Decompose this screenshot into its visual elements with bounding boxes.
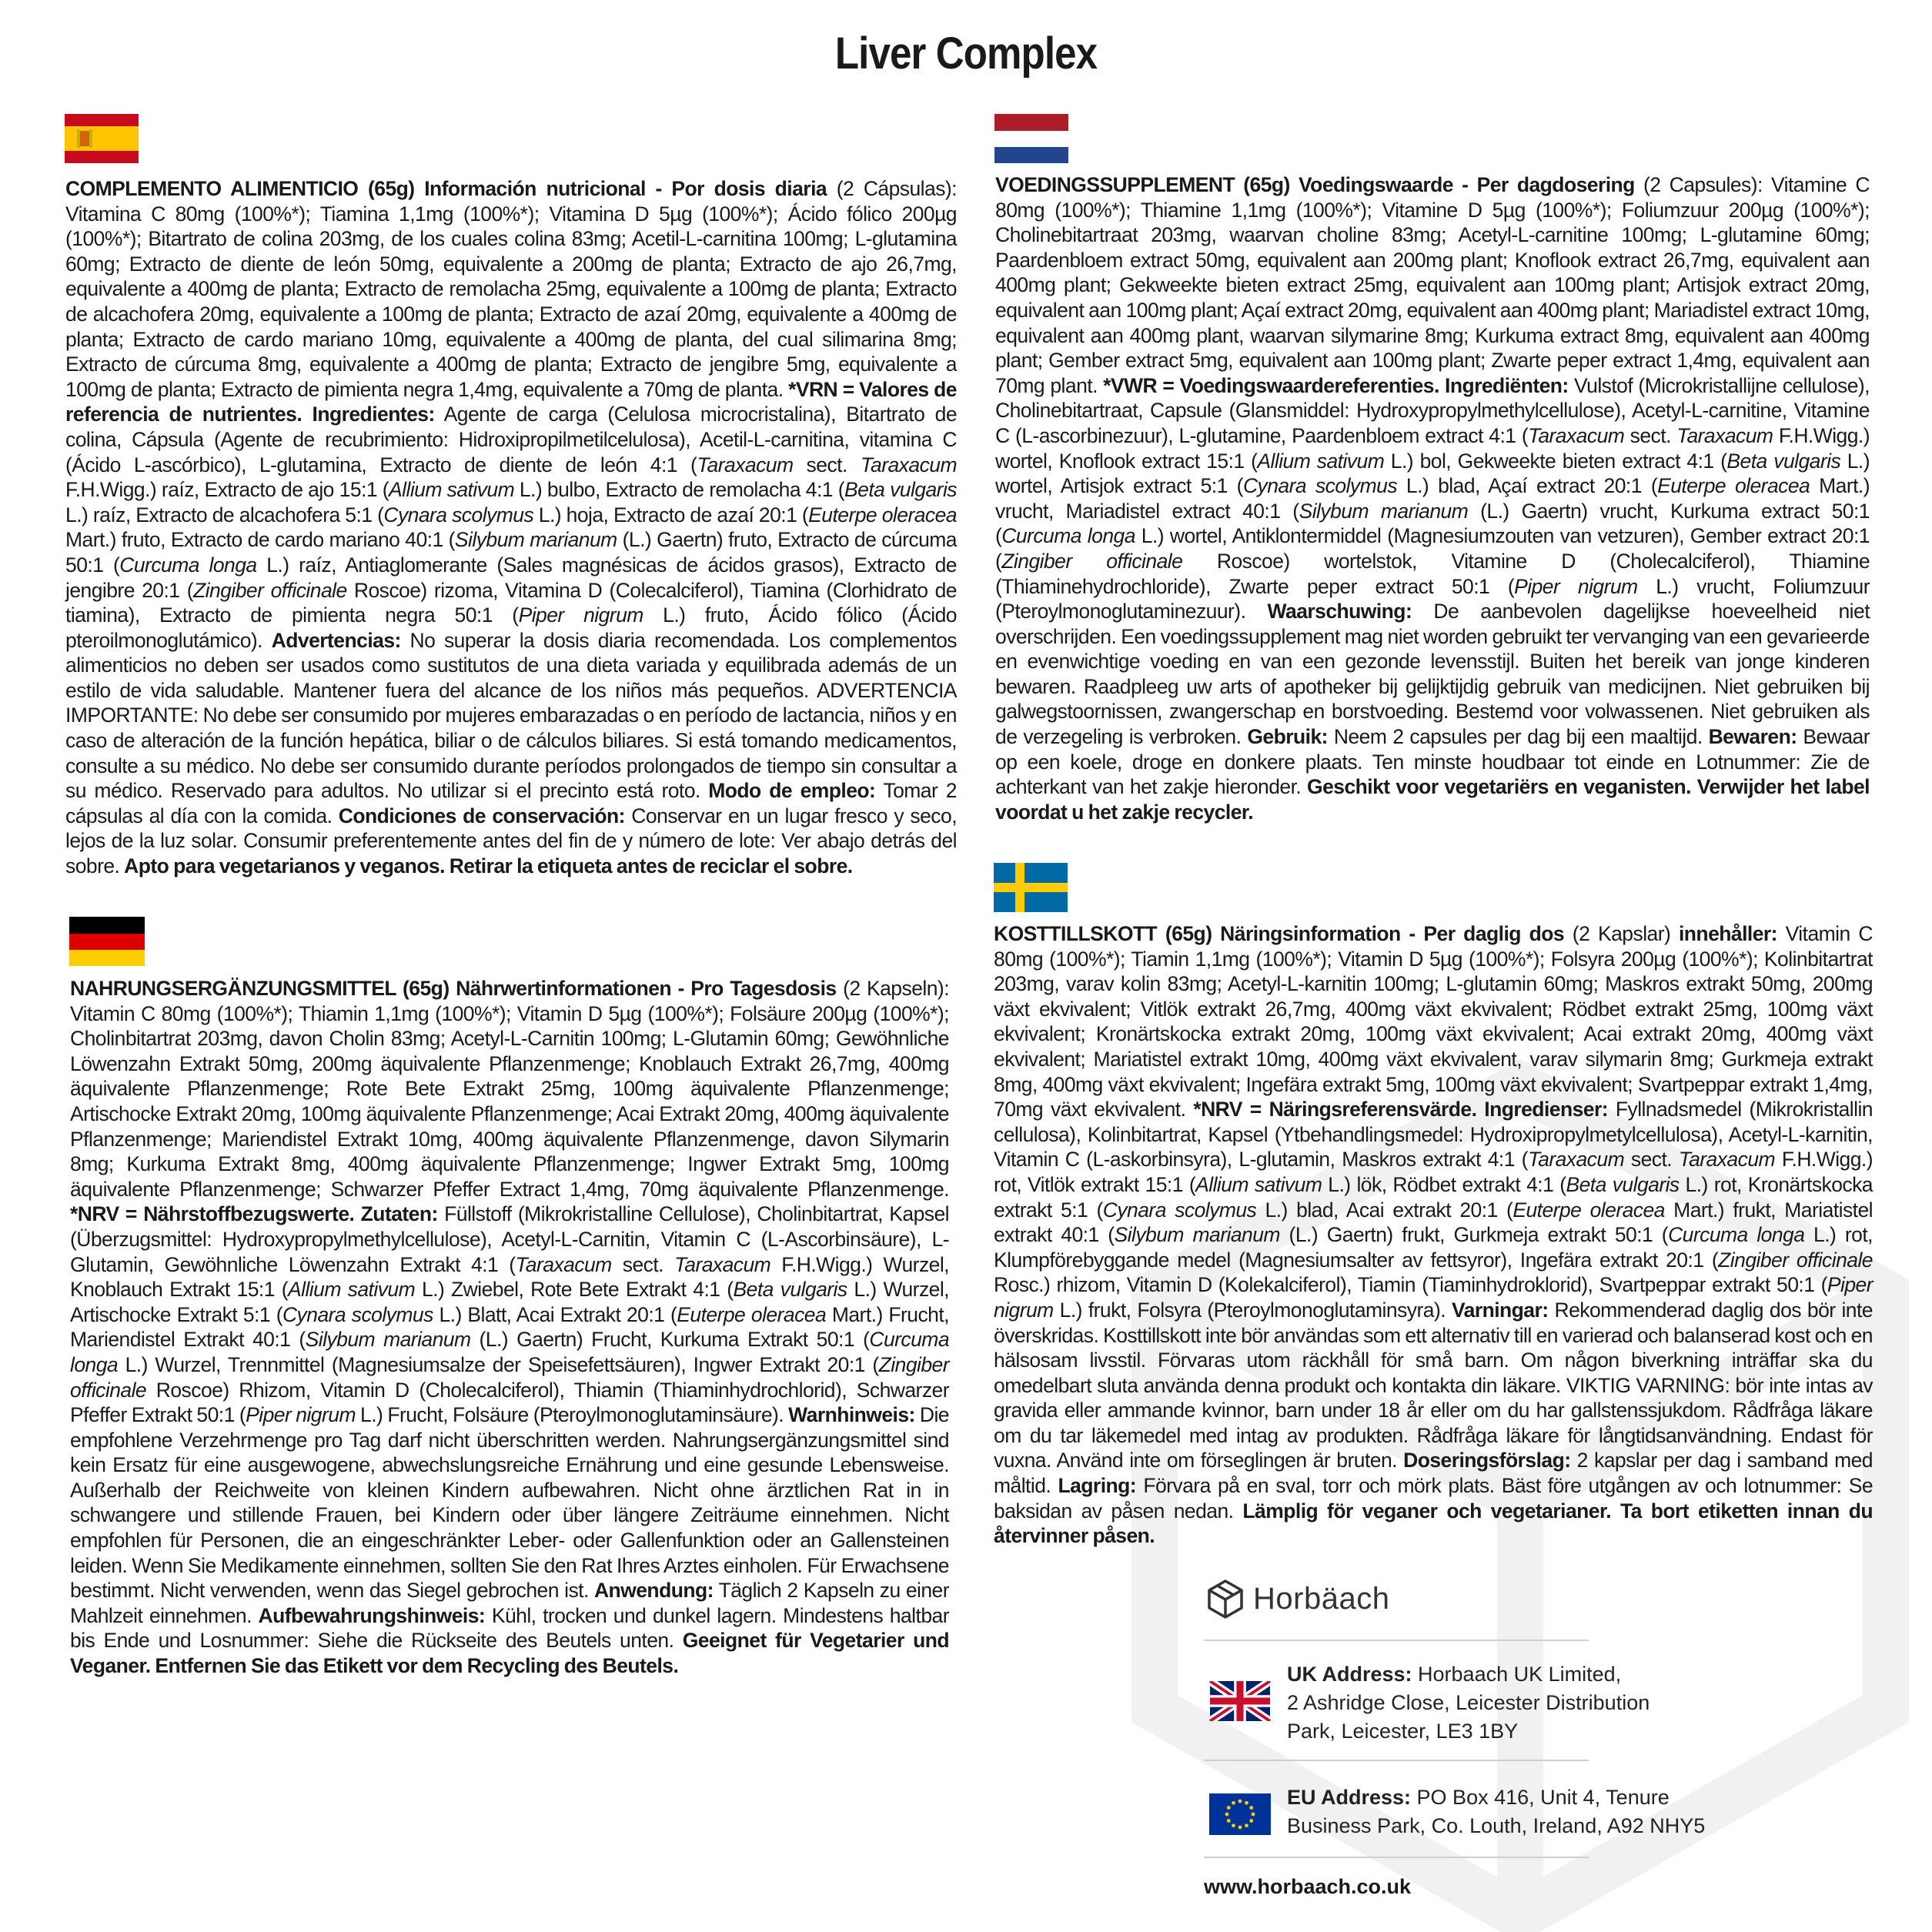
netherlands-flag-icon xyxy=(994,114,1068,163)
de-text-segment: Geeignet für Vegetarier und Veganer. Entfernen Sie das Etikett vor dem Recycling des Beutels. xyxy=(70,1629,949,1678)
sv-text-segment: Piper nigrum xyxy=(994,1273,1873,1322)
eu-address-line2: Business Park, Co. Louth, Ireland, A92 NHY5 xyxy=(1287,1814,1706,1837)
es-text-segment: L.) hoja, Extracto de azaí 20:1 ( xyxy=(533,503,809,526)
de-text-segment: *NRV = Nährstoffbezugswerte. Zutaten: xyxy=(70,1202,438,1226)
sv-text-segment: Lämplig för veganer och vegetarianer. Ta bort etiketten innan du återvinner påsen. xyxy=(994,1499,1873,1548)
de-text-segment: L.) Blatt, Acai Extrakt 20:1 ( xyxy=(433,1302,677,1326)
eu-address-line1: PO Box 416, Unit 4, Tenure xyxy=(1411,1786,1670,1809)
de-text-segment: sect. xyxy=(611,1252,675,1276)
nl-text-segment: VOEDINGSSUPPLEMENT (65g) Voedingswaarde - Per dagdosering xyxy=(995,173,1635,196)
spanish-label-text xyxy=(65,176,957,879)
nl-text-segment: Waarschuwing: xyxy=(1267,600,1412,623)
eu-star-icon xyxy=(1225,1813,1229,1817)
nl-text-segment: Zingiber officinale xyxy=(1001,549,1183,573)
nl-text-segment: Cynara scolymus xyxy=(1242,474,1398,498)
es-text-segment: L.) raíz, Antiaglomerante (Sales magnésicas de ácidos grasos), Extracto de jengibre 20:1 ( xyxy=(65,553,957,602)
nl-text-segment: Mart.) vrucht, Mariadistel extract 40:1 ( xyxy=(995,474,1870,523)
de-text-segment: Mart.) Frucht, Mariendistel Extrakt 40:1 ( xyxy=(70,1302,949,1352)
sv-text-segment: Vitamin C 80mg (100%*); Tiamin 1,1mg (100%*); Vitamin D 5µg (100%*); Folsyra 200µg (100%*); Kolinbitartrat 203mg, varav kolin 83mg; Acetyl-L-karnitin 100mg; L-glutamin 60mg; Maskros extrakt 50mg, 200mg växt ekvivalent; Vitlök extrakt 26,7mg, 400mg växt ekvivalent; Rödbet extrakt 25mg, 100mg växt ekvivalent; Kronärtskocka extrakt 20mg, 100mg växt ekvivalent; Acai extrakt 20mg, 400mg växt ekvivalent; Mariatistel extrakt 10mg, 400mg växt ekvivalent, varav silymarin 8mg; Gurkmeja extrakt 8mg, 400mg växt ekvivalent; Ingefära extrakt 5mg, 100mg växt ekvivalent; Svartpeppar extrakt 1,4mg, 70mg växt ekvivalent. xyxy=(994,922,1873,1121)
de-text-segment: Taraxacum xyxy=(674,1252,771,1276)
es-text-segment: (2 Cápsulas): Vitamina C 80mg (100%*); Tiamina 1,1mg (100%*); Vitamina D 5µg (100%*); Ácido fólico 200µg (100%*); Bitartrato de colina 203mg, de los cuales colina 83mg; Acetil-L-carnitina 100mg; L-glutamina 60mg; Extracto de diente de león 50mg, equivalente a 200mg de planta; Extracto de ajo 26,7mg, equivalente a 400mg de planta; Extracto de remolacha 25mg, equivalente a 100mg de planta; Extracto de alcachofera 20mg, equivalente a 100mg de planta; Extracto de azaí 20mg, equivalente a 400mg de planta; Extracto de cardo mariano 10mg, equivalente a 400mg de planta, del cual silimarina 8mg; Extracto de cúrcuma 8mg, equivalente a 400mg de planta; Extracto de jengibre 5mg, equivalente a 100mg de planta; Extracto de pimienta negra 1,4mg, equivalente a 70mg de planta. xyxy=(65,177,957,401)
eu-address-label: EU Address: xyxy=(1287,1786,1412,1809)
de-text-segment: Beta vulgaris xyxy=(733,1278,847,1302)
sv-text-segment: L.) rot, Klumpförebyggande medel (Magnesiumsalter av fettsyror), Ingefära extrakt 20:1 ( xyxy=(994,1223,1873,1272)
es-text-segment: Curcuma longa xyxy=(119,553,257,577)
page-title: Liver Complex xyxy=(834,28,1098,79)
nl-text-segment: L.) bol, Gekweekte bieten extract 4:1 ( xyxy=(1384,449,1727,473)
de-text-segment: Cynara scolymus xyxy=(282,1302,433,1326)
de-text-segment: Anwendung: xyxy=(593,1579,714,1603)
sv-text-segment: Zingiber officinale xyxy=(1718,1248,1873,1272)
de-text-segment: Piper nigrum xyxy=(246,1403,356,1427)
es-text-segment: Cynara scolymus xyxy=(383,503,534,526)
es-text-segment: Beta vulgaris xyxy=(844,478,957,502)
es-text-segment: COMPLEMENTO ALIMENTICIO (65g) Información nutricional - Por dosis diaria xyxy=(65,177,827,200)
nl-text-segment: De aanbevolen dagelijkse hoeveelheid niet overschrijden. Een voedingssupplement mag niet worden gebruikt ter vervanging van een gevarieerde en evenwichtige voeding en van een gezonde levensstijl. Buiten het bereik van jonge kinderen bewaren. Raadpleeg uw arts of apotheker bij gelijktijdig gebruik van medicijnen. Niet gebruiken bij galwegstoornissen, zwangerschap en borstvoeding. Bestemd voor volwassenen. Niet gebruiken als de verzegeling is verbroken. xyxy=(995,600,1870,749)
uk-address-line2: 2 Ashridge Close, Leicester Distribution xyxy=(1287,1691,1650,1714)
nl-text-segment: (L.) Gaertn) vrucht, Kurkuma extract 50:1 ( xyxy=(995,499,1870,548)
es-text-segment: Agente de carga (Celulosa microcristalina), Bitartrato de colina, Cápsula (Agente de recubrimiento: Hidroxipropilmetilcelulosa), Acetil-L-carnitina, vitamina C (Ácido L-ascórbico), L-glutamina, Extracto de diente de león 4:1 ( xyxy=(65,403,958,476)
brand-name: Horbäach xyxy=(1253,1581,1390,1616)
eu-star-icon xyxy=(1232,1801,1235,1805)
sv-text-segment: Allium sativum xyxy=(1195,1172,1322,1196)
divider xyxy=(1204,1760,1589,1761)
sv-text-segment: L.) frukt, Folsyra (Pteroylmonoglutaminsyra). xyxy=(1053,1298,1452,1322)
sv-text-segment: 2 kapslar per dag i samband med måltid. xyxy=(994,1449,1873,1498)
es-text-segment: sect. xyxy=(793,453,861,476)
de-text-segment: Täglich 2 Kapseln zu einer Mahlzeit einnehmen. xyxy=(70,1579,950,1627)
nl-text-segment: Vulstof (Microkristallijne cellulose), Cholinebitartraat, Capsule (Glansmiddel: Hydroxypropylmethylcellulose), Acetyl-L-carnitine, Vitamine C (L-ascorbinezuur), L-glutamine, Paardenbloem extract 4:1 ( xyxy=(995,373,1870,447)
es-text-segment: Taraxacum xyxy=(860,453,957,476)
sv-text-segment: F.H.Wigg.) rot, Vitlök extrakt 15:1 ( xyxy=(994,1148,1873,1196)
de-text-segment: F.H.Wigg.) Wurzel, Knoblauch Extrakt 15:1 ( xyxy=(70,1252,949,1302)
de-text-segment: Taraxacum xyxy=(515,1252,612,1276)
sv-text-segment: *NRV = Näringsreferensvärde. Ingredienser: xyxy=(1193,1098,1608,1121)
nl-text-segment: L.) wortel, Antiklontermiddel (Magnesiumzouten van vetzuren), Gember extract 20:1 ( xyxy=(995,524,1870,573)
es-text-segment: Silybum marianum xyxy=(454,528,617,552)
nl-text-segment: Taraxacum xyxy=(1676,423,1773,447)
nl-text-segment: Silybum marianum xyxy=(1299,499,1469,523)
sv-text-segment: L.) lök, Rödbet extrakt 4:1 ( xyxy=(1322,1172,1566,1196)
eu-address xyxy=(1287,1783,1705,1840)
eu-star-icon xyxy=(1232,1823,1235,1827)
de-text-segment: NAHRUNGSERGÄNZUNGSMITTEL (65g) Nährwertinformationen - Pro Tagesdosis xyxy=(70,977,837,1000)
nl-text-segment: L.) blad, Açaí extract 20:1 ( xyxy=(1397,474,1658,498)
eu-star-icon xyxy=(1227,1819,1231,1823)
eu-star-icon xyxy=(1238,1826,1242,1830)
divider xyxy=(1204,1640,1589,1641)
sv-text-segment: Curcuma longa xyxy=(1668,1223,1805,1247)
cube-logo-icon xyxy=(1207,1579,1244,1619)
de-text-segment: Allium sativum xyxy=(288,1278,416,1302)
sv-text-segment: Taraxacum xyxy=(1678,1148,1776,1172)
nl-text-segment: Piper nigrum xyxy=(1514,574,1638,598)
nl-text-segment: Bewaar op een koele, droge en donkere plaats. Ten minste houdbaar tot einde en Lotnummer: Zie de achterkant van het zakje hieronder. xyxy=(995,725,1870,799)
uk-address-line3: Park, Leicester, LE3 1BY xyxy=(1287,1720,1519,1743)
de-text-segment: Füllstoff (Mikrokristalline Cellulose), Cholinbitartrat, Kapsel (Überzugsmittel: Hydroxypropylmethylcellulose), Acetyl-L-Carnitin, Vitamin C (L-Ascorbinsäure), L-Glutamin, Gewöhnliche Löwenzahn Extrakt 4:1 ( xyxy=(70,1202,949,1276)
sv-text-segment: Taraxacum xyxy=(1527,1148,1625,1172)
es-text-segment: Allium sativum xyxy=(389,478,515,502)
es-text-segment: Mart.) fruto, Extracto de cardo mariano 40:1 ( xyxy=(65,528,455,552)
dutch-label-text xyxy=(995,172,1870,824)
eu-star-icon xyxy=(1249,1819,1253,1823)
uk-address-label: UK Address: xyxy=(1287,1663,1412,1686)
nl-text-segment: F.H.Wigg.) wortel, Knoflook extract 15:1 ( xyxy=(995,423,1870,473)
nl-text-segment: Allium sativum xyxy=(1257,449,1385,473)
de-text-segment: Kühl, trocken und dunkel lagern. Mindestens haltbar bis Ende und Losnummer: Siehe die Rückseite des Beutels unten. xyxy=(70,1603,949,1653)
nl-text-segment: (2 Capsules): Vitamine C 80mg (100%*); Thiamine 1,1mg (100%*); Vitamine D 5µg (100%*); Foliumzuur 200µg (100%*); Cholinebitartraat 203mg, waarvan choline 83mg; Acetyl-L-carnitine 100mg; L-glutamine 60mg; Paardenbloem extract 50mg, equivalent aan 200mg plant; Knoflook extract 26,7mg, equivalent aan 400mg plant; Gekweekte bieten extract 25mg, equivalent aan 100mg plant; Artisjok extract 20mg, equivalent aan 100mg plant; Açaí extract 20mg, equivalent aan 400mg plant; Mariadistel extract 10mg, equivalent aan 400mg plant, waarvan silymarine 8mg; Kurkuma extract 8mg, equivalent aan 400mg plant; Gember extract 5mg, equivalent aan 100mg plant; Zwarte peper extract 1,4mg, equivalent aan 70mg plant. xyxy=(995,173,1870,397)
nl-text-segment: Roscoe) wortelstok, Vitamine D (Cholecalciferol), Thiamine (Thiaminehydrochloride), Zwarte peper extract 50:1 ( xyxy=(995,549,1870,598)
sv-text-segment: (L.) Gaertn) frukt, Gurkmeja extrakt 50:1 ( xyxy=(1279,1223,1669,1247)
de-text-segment: Die empfohlene Verzehrmenge pro Tag darf nicht überschritten werden. Nahrungsergänzungsmittel sind kein Ersatz für eine ausgewogene, abwechslungsreiche Ernährung und eine gesunde Lebensweise. Außerhalb der Reichweite von kleinen Kindern aufbewahren. Nicht ohne ärztlichen Rat in in schwangere und stillende Frauen, bei Kindern oder über längere Zeiträume einnehmen. Nicht empfohlen für Personen, die an eingeschränkter Leber- oder Gallenfunktion oder an Gallensteinen leiden. Wenn Sie Medikamente einnehmen, sollten Sie den Rat Ihres Arztes einholen. Für Erwachsene bestimmt. Nicht verwenden, wenn das Siegel gebrochen ist. xyxy=(70,1403,949,1603)
uk-flag-icon xyxy=(1209,1681,1271,1721)
de-text-segment: Roscoe) Rhizom, Vitamin D (Cholecalciferol), Thiamin (Thiaminhydrochlorid), Schwarzer Pfeffer Extrakt 50:1 ( xyxy=(70,1378,949,1427)
sv-text-segment: Mart.) frukt, Mariatistel extrakt 40:1 ( xyxy=(994,1198,1873,1247)
de-text-segment: Zingiber officinale xyxy=(70,1352,949,1402)
es-text-segment: Roscoe) rizoma, Vitamina D (Colecalciferol), Tiamina (Clorhidrato de tiamina), Extracto de pimienta negra 50:1 ( xyxy=(65,578,957,627)
de-text-segment: L.) Frucht, Folsäure (Pteroylmonoglutaminsäure). xyxy=(355,1403,789,1427)
de-text-segment: (2 Kapseln): Vitamin C 80mg (100%*); Thiamin 1,1mg (100%*); Vitamin D 5µg (100%*); Folsäure 200µg (100%*); Cholinbitartrat 203mg, davon Cholin 83mg; Acetyl-L-Carnitin 100mg; L-Glutamin 60mg; Gewöhnliche Löwenzahn Extrakt 50mg, 200mg äquivalente Pflanzenmenge; Knoblauch Extrakt 26,7mg, 400mg äquivalente Pflanzenmenge; Rote Bete Extrakt 25mg, 100mg äquivalente Pflanzenmenge; Artischocke Extrakt 20mg, 100mg äquivalente Pflanzenmenge; Acai Extrakt 20mg, 400mg äquivalente Pflanzenmenge; Mariendistel Extrakt 10mg, 400mg äquivalente Pflanzenmenge, davon Silymarin 8mg; Kurkuma Extrakt 8mg, 400mg äquivalente Pflanzenmenge; Ingwer Extrakt 5mg, 100mg äquivalente Pflanzenmenge; Schwarzer Pfeffer Extract 1,4mg, 70mg äquivalente Pflanzenmenge. xyxy=(70,977,950,1201)
nl-text-segment: L.) wortel, Artisjok extract 5:1 ( xyxy=(995,449,1870,498)
nl-text-segment: sect. xyxy=(1624,423,1677,447)
sv-text-segment: sect. xyxy=(1624,1148,1679,1172)
nl-text-segment: Geschikt voor vegetariërs en veganisten. Verwijder het label voordat u het zakje recycler. xyxy=(995,775,1870,824)
sv-text-segment: Doseringsförslag: xyxy=(1403,1449,1571,1472)
es-text-segment: L.) fruto, Ácido fólico (Ácido pteroilmonoglutámico). xyxy=(65,603,957,652)
es-text-segment: L.) bulbo, Extracto de remolacha 4:1 ( xyxy=(514,478,844,502)
nl-text-segment: Gebruik: xyxy=(1247,725,1328,749)
sv-text-segment: Silybum marianum xyxy=(1114,1223,1280,1247)
es-text-segment: No superar la dosis diaria recomendada. Los complementos alimenticios no deben ser usados como sustitutos de una dieta variada y equilibrada además de un estilo de vida saludable. Mantener fuera del alcance de los niños más pequeños. ADVERTENCIA IMPORTANTE: No debe ser consumido por mujeres embarazadas o en período de lactancia, niños y en caso de alteración de la función hepática, biliar o de cálculos biliares. Si está tomando medicamentos, consulte a su médico. No debe ser consumido durante períodos prolongados de tiempo sin consultar a su médico. Reservado para adultos. No utilizar si el precinto está roto. xyxy=(65,628,957,803)
de-text-segment: Silybum marianum xyxy=(305,1328,471,1352)
nl-text-segment: Beta vulgaris xyxy=(1726,449,1841,473)
sweden-flag-icon xyxy=(994,863,1068,912)
es-text-segment: Piper nigrum xyxy=(518,603,643,627)
sv-text-segment: Varningar: xyxy=(1451,1298,1549,1322)
sv-text-segment: innehåller: xyxy=(1678,922,1777,945)
es-text-segment: Tomar 2 cápsulas al día con la comida. xyxy=(65,779,957,827)
sv-text-segment: L.) rot, Kronärtskocka extrakt 5:1 ( xyxy=(994,1172,1873,1222)
sv-text-segment: Euterpe oleracea xyxy=(1513,1198,1665,1222)
nl-text-segment: Neem 2 capsules per dag bij een maaltijd. xyxy=(1327,725,1709,749)
eu-star-icon xyxy=(1252,1813,1255,1817)
de-text-segment: Curcuma longa xyxy=(70,1328,950,1376)
eu-star-icon xyxy=(1249,1806,1253,1810)
uk-address xyxy=(1287,1660,1650,1746)
de-text-segment: L.) Zwiebel, Rote Bete Extrakt 4:1 ( xyxy=(415,1278,734,1302)
es-text-segment: Apto para vegetarianos y veganos. Retirar la etiqueta antes de reciclar el sobre. xyxy=(124,854,853,878)
sv-text-segment: Beta vulgaris xyxy=(1566,1172,1680,1196)
de-text-segment: Aufbewahrungshinweis: xyxy=(258,1603,486,1627)
eu-star-icon xyxy=(1238,1800,1242,1803)
nl-text-segment: Curcuma longa xyxy=(1001,524,1135,548)
nl-text-segment: *VWR = Voedingswaardereferenties. Ingrediënten: xyxy=(1103,373,1569,397)
sv-text-segment: Fyllnadsmedel (Mikrokristallin cellulosa), Kolinbitartrat, Kapsel (Ytbehandlingsmedel: Hydroxipropylmetylcellulosa), Acetyl-L-karnitin, Vitamin C (L-askorbinsyra), L-glutamin, Maskros extrakt 4:1 ( xyxy=(994,1098,1873,1172)
sv-text-segment: Lagring: xyxy=(1058,1474,1137,1498)
nl-text-segment: L.) vrucht, Foliumzuur (Pteroylmonoglutaminezuur). xyxy=(995,574,1870,623)
es-text-segment: F.H.Wigg.) raíz, Extracto de ajo 15:1 ( xyxy=(65,478,389,502)
sv-text-segment: Cynara scolymus xyxy=(1102,1198,1257,1222)
sv-text-segment: Rekommenderad daglig dos bör inte överskridas. Kosttillskott inte bör användas som ett alternativ till en varierad och balanserad kost och en hälsosam livsstil. Förvaras utom räckhåll för små barn. Om någon biverkning inträffar ska du omedelbart sluta använda denna produkt och kontakta din läkare. VIKTIG VARNING: bör inte intas av gravida eller ammande kvinnor, barn under 18 år eller om du har gallstenssjukdom. Rådfråga läkare om du tar läkemedel med intag av produkten. Rådfråga läkare för långtidsanvändning. Endast för vuxna. Använd inte om förseglingen är bruten. xyxy=(994,1298,1873,1472)
brand-logo xyxy=(1207,1579,1389,1619)
uk-address-line1: Horbaach UK Limited, xyxy=(1412,1663,1622,1686)
de-text-segment: L.) Wurzel, Trennmittel (Magnesiumsalze der Speisefettsäuren), Ingwer Extrakt 20:1 ( xyxy=(118,1352,879,1376)
es-text-segment: *VRN = Valores de referencia de nutrientes. Ingredientes: xyxy=(65,377,957,426)
de-text-segment: L.) Wurzel, Artischocke Extrakt 5:1 ( xyxy=(70,1278,949,1326)
es-text-segment: Condiciones de conservación: xyxy=(338,804,625,827)
de-text-segment: (L.) Gaertn) Frucht, Kurkuma Extrakt 50:1 ( xyxy=(470,1328,870,1352)
sv-text-segment: Förvara på en sval, torr och mörk plats. Bäst före utgången av och lotnummer: Se baksidan av påsen nedan. xyxy=(994,1474,1874,1523)
sv-text-segment: L.) blad, Acai extrakt 20:1 ( xyxy=(1256,1198,1513,1222)
website-link[interactable]: www.horbaach.co.uk xyxy=(1204,1875,1412,1898)
es-text-segment: Zingiber officinale xyxy=(193,578,347,602)
nl-text-segment: Euterpe oleracea xyxy=(1657,474,1810,498)
eu-star-icon xyxy=(1227,1806,1231,1810)
es-text-segment: Euterpe oleracea xyxy=(808,503,957,526)
sv-text-segment: Rosc.) rhizom, Vitamin D (Kolekalciferol), Tiamin (Tiaminhydroklorid), Svartpeppar extrakt 50:1 ( xyxy=(994,1273,1827,1297)
nl-text-segment: Bewaren: xyxy=(1708,725,1797,749)
de-text-segment: Euterpe oleracea xyxy=(677,1302,827,1326)
es-text-segment: Modo de empleo: xyxy=(708,779,876,803)
germany-flag-icon xyxy=(69,917,145,966)
sv-text-segment: KOSTTILLSKOTT (65g) Näringsinformation - Per daglig dos xyxy=(994,922,1565,945)
de-text-segment: Warnhinweis: xyxy=(788,1403,915,1427)
es-text-segment: L.) raíz, Extracto de alcachofera 5:1 ( xyxy=(65,503,384,526)
german-label-text xyxy=(70,976,949,1679)
swedish-label-text xyxy=(994,921,1873,1549)
sv-text-segment: (2 Kapslar) xyxy=(1564,922,1679,945)
eu-star-icon xyxy=(1245,1823,1248,1827)
spain-flag-icon xyxy=(65,114,139,163)
nl-text-segment: Taraxacum xyxy=(1528,423,1625,447)
es-text-segment: Conservar en un lugar fresco y seco, lejos de la luz solar. Consumir preferentemente antes del fin de y número de lote: Ver abajo detrás del sobre. xyxy=(65,804,958,878)
divider xyxy=(1204,1857,1589,1858)
es-text-segment: (L.) Gaertn) fruto, Extracto de cúrcuma 50:1 ( xyxy=(65,528,957,577)
es-text-segment: Taraxacum xyxy=(697,453,794,476)
es-text-segment: Advertencias: xyxy=(271,628,401,652)
eu-flag-icon xyxy=(1209,1793,1271,1835)
eu-star-icon xyxy=(1245,1801,1248,1805)
